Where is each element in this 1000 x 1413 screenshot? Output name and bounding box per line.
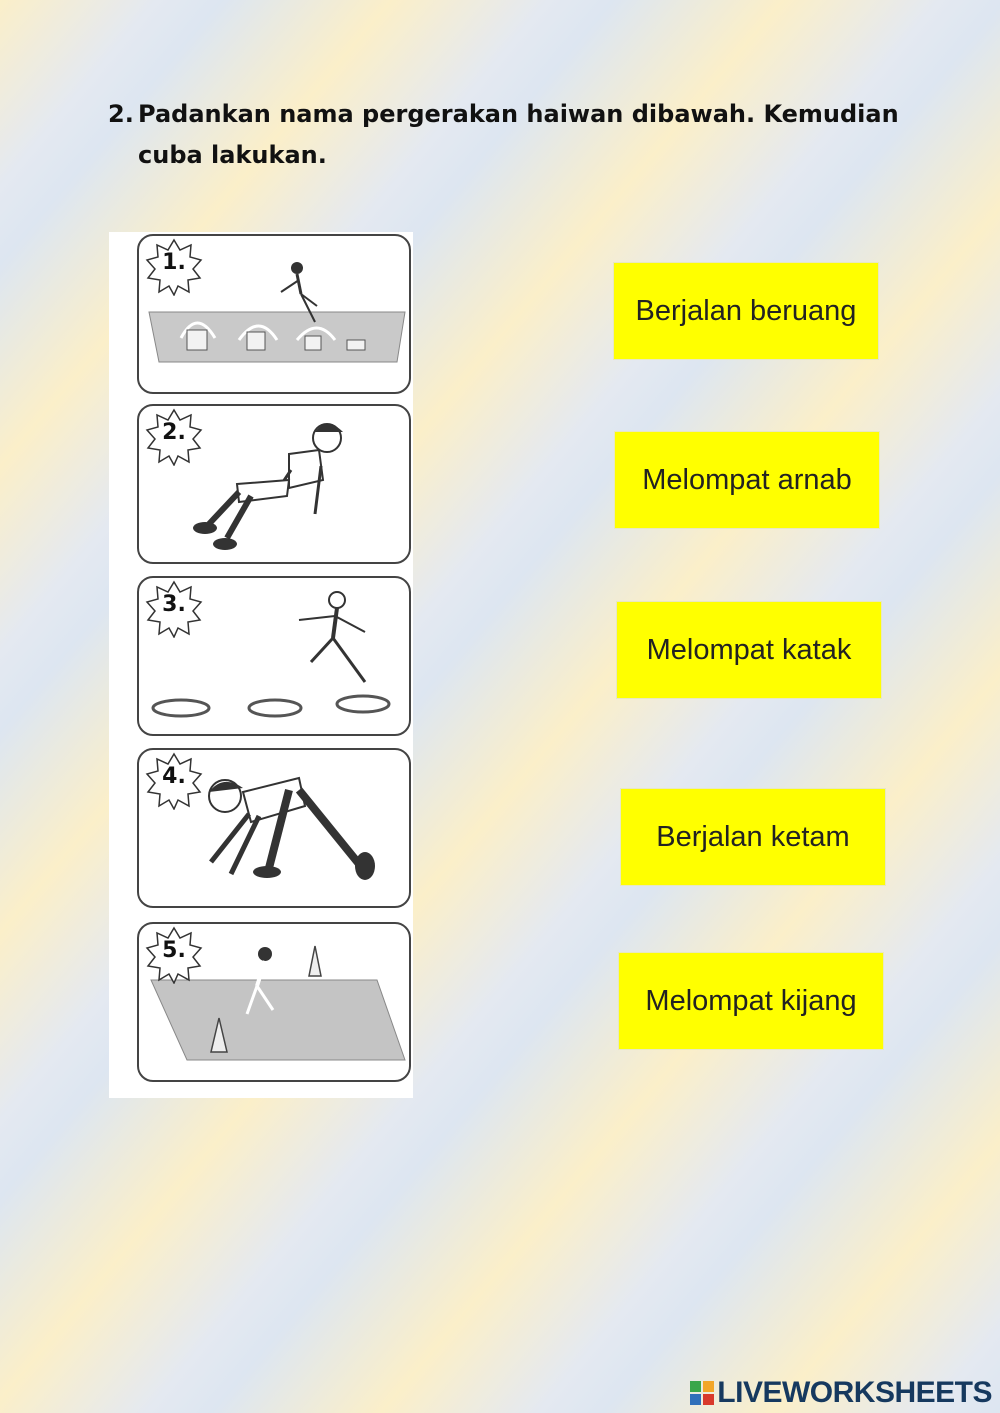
panel-1-illustration xyxy=(137,234,411,394)
brand-name: LIVEWORKSHEETS xyxy=(717,1376,992,1409)
panel-5-illustration xyxy=(137,922,411,1082)
liveworksheets-logo-icon xyxy=(689,1380,715,1406)
panel-1-number: 1. xyxy=(162,250,186,275)
answer-box-5[interactable] xyxy=(618,952,884,1050)
panel-5-number: 5. xyxy=(162,938,186,963)
liveworksheets-brand xyxy=(689,1376,992,1410)
panel-3-illustration xyxy=(137,576,411,736)
panel-4-number: 4. xyxy=(162,764,186,789)
answer-label: Berjalan ketam xyxy=(656,820,850,853)
illustration-strip xyxy=(109,232,413,1098)
panel-4-badge xyxy=(145,752,203,810)
answer-box-1[interactable] xyxy=(613,262,879,360)
answer-label: Melompat kijang xyxy=(645,984,857,1017)
answer-label: Melompat katak xyxy=(646,633,852,666)
panel-2-badge xyxy=(145,408,203,466)
answer-label: Berjalan beruang xyxy=(635,294,857,327)
answer-box-2[interactable] xyxy=(614,431,880,529)
question-text: Padankan nama pergerakan haiwan dibawah. Kemudian cuba lakukan. xyxy=(138,100,899,169)
answer-box-3[interactable] xyxy=(616,601,882,699)
answer-box-4[interactable] xyxy=(620,788,886,886)
panel-3-badge xyxy=(145,580,203,638)
panel-3-number: 3. xyxy=(162,592,186,617)
answer-label: Melompat arnab xyxy=(642,463,852,496)
panel-1-badge xyxy=(145,238,203,296)
panel-2-illustration xyxy=(137,404,411,564)
panel-4-illustration xyxy=(137,748,411,908)
question-number: 2. xyxy=(108,100,134,128)
panel-5-badge xyxy=(145,926,203,984)
question-heading xyxy=(108,94,928,176)
panel-2-number: 2. xyxy=(162,420,186,445)
